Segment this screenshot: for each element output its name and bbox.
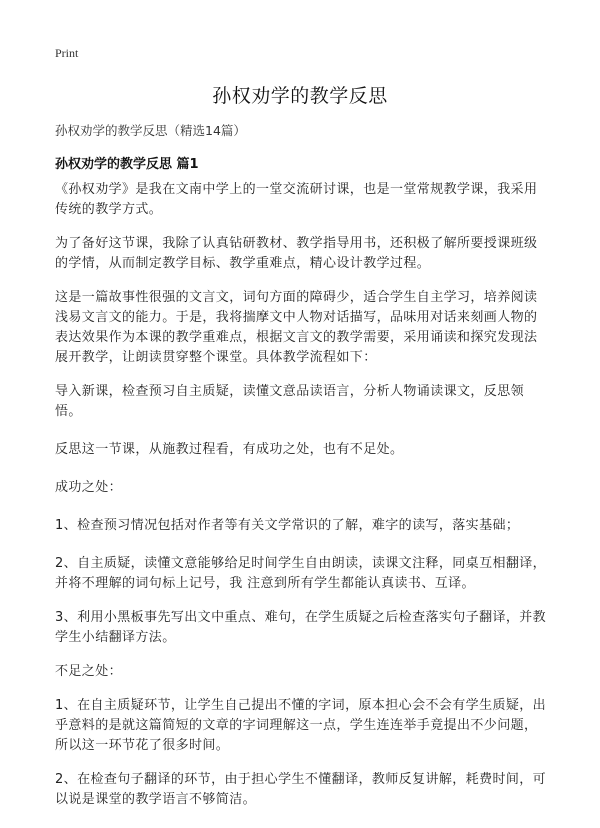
document-subtitle: 孙权劝学的教学反思（精选14篇） xyxy=(55,123,246,138)
section-heading: 孙权劝学的教学反思 篇1 xyxy=(55,157,199,172)
paragraph-shortcoming-heading: 不足之处： xyxy=(55,664,123,679)
paragraph-success-1: 1、检查预习情况包括对作者等有关文学常识的了解，难字的读写，落实基础； xyxy=(55,518,520,533)
paragraph-success-heading: 成功之处： xyxy=(55,480,123,495)
paragraph-preparation: 为了备好这节课，我除了认真钻研教材、教学指导用书，还积极了解所要授课班级的学情，从而制定教学目标、教学重难点，精心设计教学过程。 xyxy=(55,236,538,271)
paragraph-success-3: 3、利用小黑板事先写出文中重点、难句，在学生质疑之后检查落实句子翻译，并教学生小结翻译方法。 xyxy=(55,610,547,645)
paragraph-intro: 《孙权劝学》是我在文南中学上的一堂交流研讨课，也是一堂常规教学课，我采用传统的教学方式。 xyxy=(55,182,538,217)
paragraph-shortcoming-1: 1、在自主质疑环节，让学生自己提出不懂的字词，原本担心会不会有学生质疑，出乎意料的是就这篇简短的文章的字词理解这一点，学生连连举手竟提出不少问题，所以这一环节花了很多时间。 xyxy=(55,698,547,753)
article-body xyxy=(55,180,547,824)
paragraph-process: 导入新课，检查预习自主质疑，读懂文意品读语言，分析人物诵读课文，反思领悟。 xyxy=(55,384,525,419)
paragraph-shortcoming-2: 2、在检查句子翻译的环节，由于担心学生不懂翻译，教师反复讲解，耗费时间，可以说是课堂的教学语言不够简洁。 xyxy=(55,772,547,807)
paragraph-approach: 这是一篇故事性很强的文言文，词句方面的障碍少，适合学生自主学习，培养阅读浅易文言文的能力。于是，我将揣摩文中人物对话描写，品味用对话来刻画人物的表达效果作为本课的教学重难点，根据文言文的教学需要，采用诵读和探究发现法展开教学，让朗读贯穿整个课堂。具体教学流程如下： xyxy=(55,290,538,365)
paragraph-success-2: 2、自主质疑，读懂文意能够给足时间学生自由朗读，读课文注释，同桌互相翻译，并将不理解的词句标上记号，我 注意到所有学生都能认真读书、互译。 xyxy=(55,556,547,591)
print-link[interactable]: Print xyxy=(55,46,79,60)
page-title: 孙权劝学的教学反思 xyxy=(212,85,388,107)
paragraph-reflection: 反思这一节课，从施教过程看，有成功之处，也有不足处。 xyxy=(55,442,404,457)
